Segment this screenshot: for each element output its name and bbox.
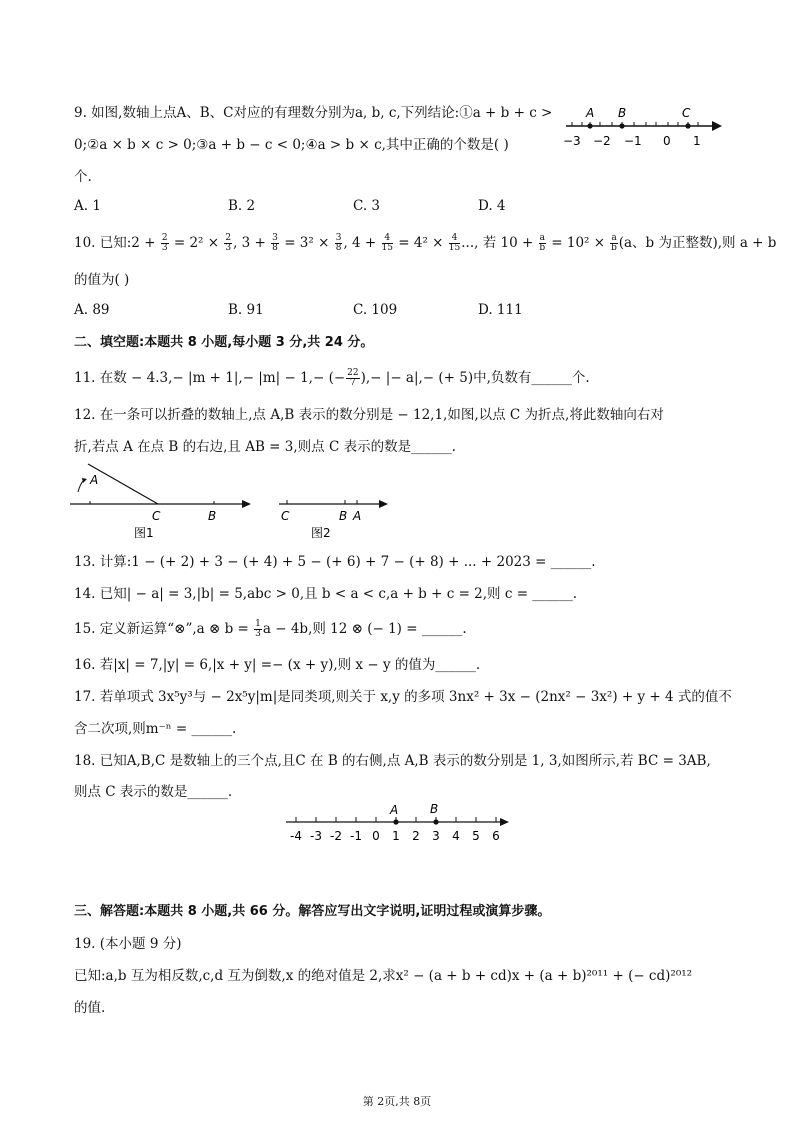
- q16-line: 16. 若|x| = 7,|y| = 6,|x + y| =− (x + y),则 x − y 的值为______.: [74, 657, 481, 673]
- tick-label: 0: [372, 829, 380, 843]
- point-b-label: B: [618, 106, 627, 120]
- point-c-dot: [685, 123, 690, 128]
- tick-label: −2: [593, 134, 611, 148]
- q14-line: 14. 已知| − a| = 3,|b| = 5,abc > 0,且 b < a < c,a + b + c = 2,则 c = ______.: [74, 586, 578, 602]
- tick-label: -2: [330, 829, 342, 843]
- tick-label: 1: [693, 134, 701, 148]
- q10-option-d: D. 111: [478, 302, 523, 318]
- q10-text: = 2² ×: [173, 235, 220, 251]
- tick-label: 2: [412, 829, 420, 843]
- fraction: $\frac{4}{15}$: [381, 233, 393, 253]
- q13-line: 13. 计算:1 − (+ 2) + 3 − (+ 4) + 5 − (+ 6) + 7 − (+ 8) + ... + 2023 = ______.: [74, 554, 596, 570]
- q17-line1: 17. 若单项式 3x⁵y³与 − 2x⁵y|m|是同类项,则关于 x,y 的多项 3nx² + 3x − (2nx² − 3x²) + y + 4 式的值不: [74, 689, 732, 705]
- fraction: $\frac{1}{3}$: [255, 619, 261, 639]
- q15-text: 15. 定义新运算“⊗”,a ⊗ b =: [74, 621, 249, 637]
- tick-label: 3: [432, 829, 440, 843]
- fraction: $\frac{3}{8}$: [272, 233, 278, 253]
- fraction: $\frac{22}{7}$: [347, 368, 359, 388]
- fraction: $\frac{2}{3}$: [161, 233, 168, 253]
- q18-line2: 则点 C 表示的数是______.: [74, 784, 233, 800]
- fraction: $\frac{4}{15}$: [448, 233, 461, 253]
- point-b-label: B: [430, 802, 439, 816]
- q10-text: = 4² ×: [398, 235, 444, 251]
- q12-line2: 折,若点 A 在点 B 的右边,且 AB = 3,则点 C 表示的数是______.: [74, 439, 456, 455]
- fig2-label-c: C: [281, 509, 290, 523]
- section-2-heading: 二、填空题:本题共 8 小题,每小题 3 分,共 24 分。: [74, 335, 374, 350]
- q10-text: (a、b 为正整数),则 a + b: [618, 235, 777, 251]
- point-b-dot: [433, 819, 438, 824]
- point-a-label: A: [586, 106, 595, 120]
- section-3-heading: 三、解答题:本题共 8 小题,共 66 分。解答应写出文字说明,证明过程或演算步骤。: [74, 904, 551, 919]
- point-a-dot: [587, 123, 592, 128]
- q9-number-line: [560, 100, 730, 150]
- q10-option-a: A. 89: [74, 302, 110, 318]
- q10-line1: [74, 234, 776, 253]
- tick-label: −3: [563, 134, 581, 148]
- fraction: $\frac{2}{3}$: [225, 233, 232, 253]
- point-a-label: A: [390, 803, 399, 817]
- q11-text: 11. 在数 − 4.3,− |m + 1|,− |m| − 1,− (−: [74, 370, 346, 386]
- q12-figure-1: [70, 460, 260, 542]
- q9-option-b: B. 2: [228, 198, 256, 214]
- q10-text: 10. 已知:2 +: [74, 235, 156, 251]
- q12-figure-2: [275, 460, 395, 542]
- q10-text: ..., 若 10 +: [461, 235, 534, 251]
- fraction: $\frac{a}{b}$: [539, 233, 546, 253]
- fig2-label-b: B: [339, 509, 348, 523]
- fraction: $\frac{a}{b}$: [611, 233, 617, 253]
- fig1-label-c: C: [152, 509, 161, 523]
- q19-line1: 已知:a,b 互为相反数,c,d 互为倒数,x 的绝对值是 2,求x² − (a + b + cd)x + (a + b)²⁰¹¹ + (− cd)²⁰¹²: [74, 968, 693, 984]
- q9-line3: 个.: [74, 169, 92, 185]
- fraction: $\frac{3}{8}$: [335, 233, 342, 253]
- q18-number-line: [284, 800, 514, 848]
- q10-line2: 的值为( ): [74, 272, 130, 288]
- q9-line1: 9. 如图,数轴上点A、B、C对应的有理数分别为a, b, c,下列结论:①a + b + c >: [74, 105, 553, 121]
- page-footer: 第 2页,共 8页: [362, 1095, 432, 1108]
- q19-line2: 的值.: [74, 1000, 106, 1016]
- q18-line1: 18. 已知A,B,C 是数轴上的三个点,且C 在 B 的右侧,点 A,B 表示的数分别是 1, 3,如图所示,若 BC = 3AB,: [74, 753, 711, 769]
- q9-option-c: C. 3: [353, 198, 381, 214]
- q10-option-c: C. 109: [353, 302, 398, 318]
- tick-label: −1: [624, 134, 642, 148]
- tick-label: 6: [492, 829, 500, 843]
- fig2-caption: 图2: [311, 526, 331, 540]
- q12-line1: 12. 在一条可以折叠的数轴上,点 A,B 表示的数分别是 − 12,1,如图,以点 C 为折点,将此数轴向右对: [74, 407, 664, 423]
- q10-text: , 4 +: [343, 235, 377, 251]
- tick-label: 5: [472, 829, 480, 843]
- q9-option-a: A. 1: [74, 198, 101, 214]
- point-b-dot: [619, 123, 624, 128]
- fig1-caption: 图1: [134, 526, 154, 540]
- fig1-label-a: A: [90, 473, 99, 487]
- q10-option-b: B. 91: [228, 302, 264, 318]
- q15-line: [74, 620, 467, 639]
- q15-text: a − 4b,则 12 ⊗ (− 1) = ______.: [262, 621, 467, 637]
- q10-text: = 10² ×: [551, 235, 606, 251]
- q19-heading: 19. (本小题 9 分): [74, 936, 182, 952]
- q11-text: ),− |− a|,− (+ 5)中,负数有______个.: [360, 370, 590, 386]
- q10-text: = 3² ×: [284, 235, 330, 251]
- point-c-label: C: [682, 106, 691, 120]
- fig2-label-a: A: [353, 509, 362, 523]
- q17-line2: 含二次项,则m⁻ⁿ = ______.: [74, 721, 237, 737]
- q9-line2: 0;②a × b × c > 0;③a + b − c < 0;④a > b × c,其中正确的个数是( ): [74, 137, 509, 153]
- fig1-label-b: B: [208, 509, 217, 523]
- q9-option-d: D. 4: [478, 198, 506, 214]
- tick-label: -3: [310, 829, 322, 843]
- tick-label: -4: [290, 829, 302, 843]
- q10-text: , 3 +: [233, 235, 266, 251]
- tick-label: 1: [392, 829, 400, 843]
- tick-label: 0: [663, 134, 671, 148]
- q11-line: [74, 369, 590, 388]
- point-a-dot: [393, 819, 398, 824]
- tick-label: -1: [350, 829, 362, 843]
- tick-label: 4: [452, 829, 460, 843]
